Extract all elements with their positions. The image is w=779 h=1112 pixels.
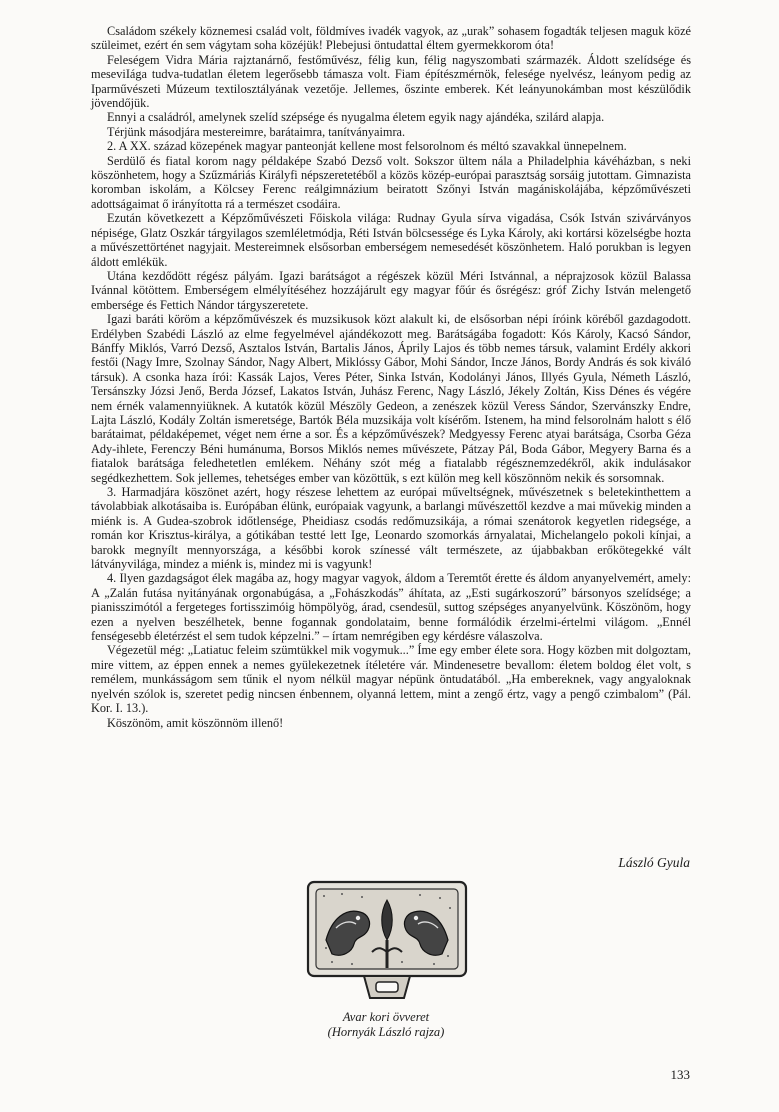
article-body <box>91 24 691 730</box>
paragraph: Feleségem Vidra Mária rajztanárnő, festőművész, félig kun, félig nagyszombati származék. Áldott szelídsége és meseviIága tudva-tudatlan életem legerősebb támasza volt. Fiam építészmérnök, felesége nyelvész, leányom pedig az Iparművészeti Múzeum textilosztályának vezetője. Jellemes, őszinte emberek. Két leányunokámban most készülődik jövendőjük. <box>91 52 691 111</box>
paragraph: Ezután következett a Képzőművészeti Főiskola világa: Rudnay Gyula sírva vigadása, Csók István szivárványos népisége, Glatz Oszkár tárgyilagos szemléletmódja, Réti István bölcsessége és Lyka Károly, aki kortársi közelségbe hozta a művészettörténet nagyjait. Mestereimnek elsősorban emberségem nemesedését köszönhetem. Haló porukban is legyen áldott emlékük. <box>91 211 691 269</box>
author-signature: László Gyula <box>618 855 690 870</box>
paragraph: Serdülő és fiatal korom nagy példaképe Szabó Dezső volt. Sokszor ültem nála a Philadelphia kávéházban, s neki köszönhetem, hogy a Szűzmáriás Királyfi népszeretetéből a közös közép-európai parasztság sorsáig jutottam. Gimnazista koromban iskolám, a Kölcsey Ferenc reálgimnázium beiratott Szőnyi István magániskolájába, képzőművészeti adottságaimat ő irányította rá a természet csodáira. <box>91 153 691 211</box>
belt-mount-drawing-icon <box>302 878 472 1006</box>
paragraph: Ennyi a családról, amelynek szelíd szépsége és nyugalma életem egyik nagy ajándéka, szilárd alapja. <box>107 110 605 125</box>
paragraph: Utána kezdődött régész pályám. Igazi barátságot a régészek közül Méri Istvánnal, a néprajzosok közül Balassa Ivánnal kötöttem. Emberségem elmélyítéséhez hozzájárult egy magyar főúr és ősrégész: gróf Zichy István melengető embersége és Fettich Nándor tárgyszeretete. <box>91 268 691 312</box>
paragraph: 3. Harmadjára köszönet azért, hogy részese lehettem az európai műveltségnek, művészetnek s beletekinthettem a távolabbiak alkotásaiba is. Európában élünk, európaiak vagyunk, a barlangi művészettől kezdve a mai művekig minden a miénk is. A Gudea-szobrok időtlensége, Pheidiasz csodás redőmuzsikája, a római szenátorok kegyetlen ridegsége, a román kor Krisztus-királya, a gótikában testté lett Ige, Leonardo szomorkás árnyalatai, Michelangelo pokoli kínjai, a barokk megnyílt mennyországa, a későbbi korok színessé vált természete, az újabbakban erőkötegekké vált látványvilága, mindez a miénk is, mindez mi is vagyunk! <box>91 485 691 572</box>
figure-caption <box>250 1010 522 1040</box>
caption-title: Avar kori övveret <box>342 1010 430 1024</box>
paragraph: 4. Ilyen gazdagságot élek magába az, hogy magyar vagyok, áldom a Teremtőt érette és áldom anyanyelvemért, amely: A „Zalán futása nyitányának orgonabúgása, a „Fohászkodás” áhítata, az „Esti sugárkoszorú” bársonyos szelídsége; a pianisszimótól a fergeteges fortisszimóig hömpölyög, árad, csendesül, suttog szépséges anyanyelvünk. Köszönöm, hogy ezen a nyelven beszélhetek, benne fogannak gondolataim, benne formálódik érzelmi-értelmi világom. „Ennél fenségesebb életérzést el sem tudok képzelni.” – írtam nemrégiben egy kérdésre válaszolva. <box>91 571 691 644</box>
paragraph: Igazi baráti köröm a képzőművészek és muzsikusok közt alakult ki, de elsősorban népi íróink köréből gazdagodott. Erdélyben Szabédi László az elme fegyelmével ajándékozott meg. Barátságába fogadott: Kós Károly, Kacsó Sándor, Bánffy Miklós, Varró Dezső, Asztalos István, Bartalis János, Áprily Lajos és több nemes társuk, valamint Erdély akkori festői (Nagy Imre, Szolnay Sándor, Nagy Albert, Miklóssy Gábor, Mohi Sándor, Incze János, Bordy András és sok kiváló társuk). A csonka haza írói: Kassák Lajos, Veres Péter, Sinka István, Kodolányi János, Illyés Gyula, Németh László, Tersánszky Józsi Jenő, Berda József, Lakatos István, Juhász Ferenc, Nagy László, Jékely Zoltán, Kiss Dénes és végére nem érnék valamennyiüknek. A kutatók közül Mészöly Gedeon, a zenészek közül Veress Sándor, Szervánszky Endre, Lajta László, Kodály Zoltán ismeretsége, Bartók Béla muzsikája volt kísérőm. Istenem, ha mind felsorolnám halott s élő barátaimat, példaképemet, véget nem érne a sor. És a képzőművészek? Medgyessy Ferenc atyai barátsága, Csorba Géza Ady-ihlete, Ferenczy Béni humánuma, Borsos Miklós nemes művészete, Pátzay Pál, Boda Gábor, Megyery Barna és a fiatalok barátsága feledhetetlen emlékem. Néhány szót még a fiatalabb régésznemzedékről, akik indulásakor segédkezhettem. Sok jellemes, tehetséges ember van közöttük, s ezt külön meg kell köszönnöm nekik és sorsomnak. <box>91 312 691 485</box>
paragraph: Térjünk másodjára mestereimre, barátaimra, tanítványaimra. <box>107 124 406 139</box>
belt-mount-illustration <box>302 878 472 1006</box>
paragraph: 2. A XX. század közepének magyar panteonját kellene most felsorolnom és méltó szavakkal ünnepelnem. <box>107 139 627 154</box>
caption-credit: (Hornyák László rajza) <box>327 1025 445 1039</box>
page-number: 133 <box>670 1067 690 1082</box>
paragraph: Köszönöm, amit köszönnöm illenő! <box>107 715 284 730</box>
paragraph: Családom székely köznemesi család volt, földmíves ivadék vagyok, az „urak” sohasem fogadták teljesen maguk közé szüleimet, ezért én sem vágytam soha közéjük! Plebejusi öntudattal éltem gyermekkorom óta! <box>91 24 691 53</box>
paragraph: Végezetül még: „Latiatuc feleim szümtükkel mik vogymuk...” Íme egy ember élete sora. Hogy közben mit dolgoztam, mire vittem, az éppen ennek a nemes gyülekezetnek ítéletére vár. Mindenesetre bevallom: életem boldog élet volt, s remélem, munkásságom sem tűnik el nyom nélkül magyar népünk öntudatából. „Ha embereknek, vagy angyaloknak nyelvén szólok is, szeretet pedig nincsen énbennem, olyanná lettem, mint a zengő értz, vagy a pengő czimbalom” (Pál. Kor. I. 13.). <box>91 643 691 716</box>
